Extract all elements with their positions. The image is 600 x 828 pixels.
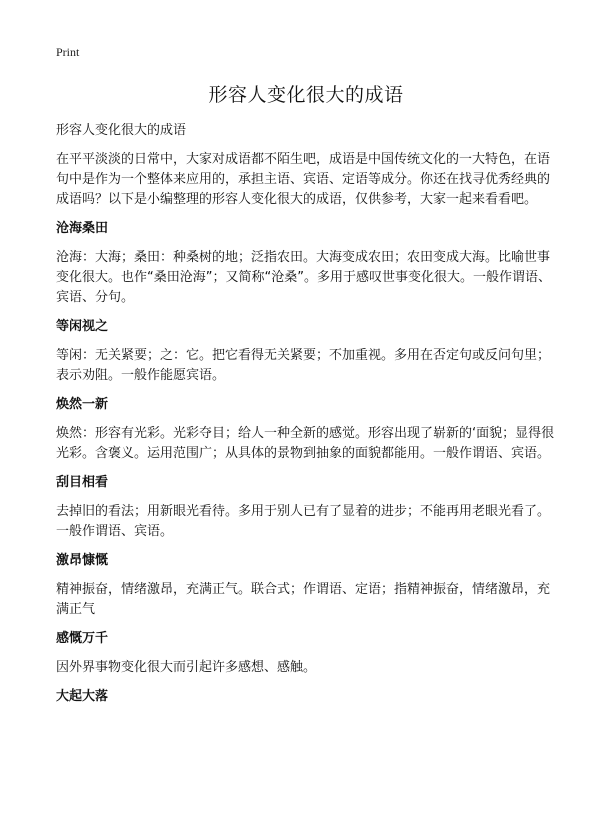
section-body: 焕然：形容有光彩。光彩夺目；给人一种全新的感觉。形容出现了崭新的‘面貌；显得很光彩。含褒义。运用范围广；从具体的景物到抽象的面貌都能用。一般作谓语、宾语。 [56,426,555,461]
section-heading: 激昂慷慨 [56,553,109,568]
section-body: 因外界事物变化很大而引起许多感想、感触。 [56,660,317,675]
section-body: 等闲：无关紧要；之：它。把它看得无关紧要；不加重视。多用在否定句或反问句里；表示劝阻。一般作能愿宾语。 [56,348,551,383]
section-heading: 大起大落 [56,689,109,704]
print-link[interactable]: Print [56,45,80,59]
section-body: 精神振奋，情绪激昂，充满正气。联合式；作谓语、定语；指精神振奋，情绪激昂，充满正气 [56,582,551,617]
page-title: 形容人变化很大的成语 [208,84,404,106]
article-body [56,122,556,716]
section-heading: 感慨万千 [56,631,109,646]
section-heading: 沧海桑田 [56,221,109,236]
section-heading: 刮目相看 [56,475,109,490]
section-heading: 等闲视之 [56,319,109,334]
section-body: 去掉旧的看法；用新眼光看待。多用于别人已有了显着的进步；不能再用老眼光看了。一般作谓语、宾语。 [56,504,551,539]
article-intro: 在平平淡淡的日常中，大家对成语都不陌生吧，成语是中国传统文化的一大特色，在语句中是作为一个整体来应用的，承担主语、宾语、定语等成分。你还在找寻优秀经典的成语吗？以下是小编整理的形容人变化很大的成语，仅供参考，大家一起来看看吧。 [56,152,551,207]
section-heading: 焕然一新 [56,397,109,412]
section-body: 沧海：大海；桑田：种桑树的地；泛指农田。大海变成农田；农田变成大海。比喻世事变化很大。也作“桑田沧海”；又简称“沧桑”。多用于感叹世事变化很大。一般作谓语、宾语、分句。 [56,250,551,305]
article-subtitle: 形容人变化很大的成语 [56,123,187,138]
